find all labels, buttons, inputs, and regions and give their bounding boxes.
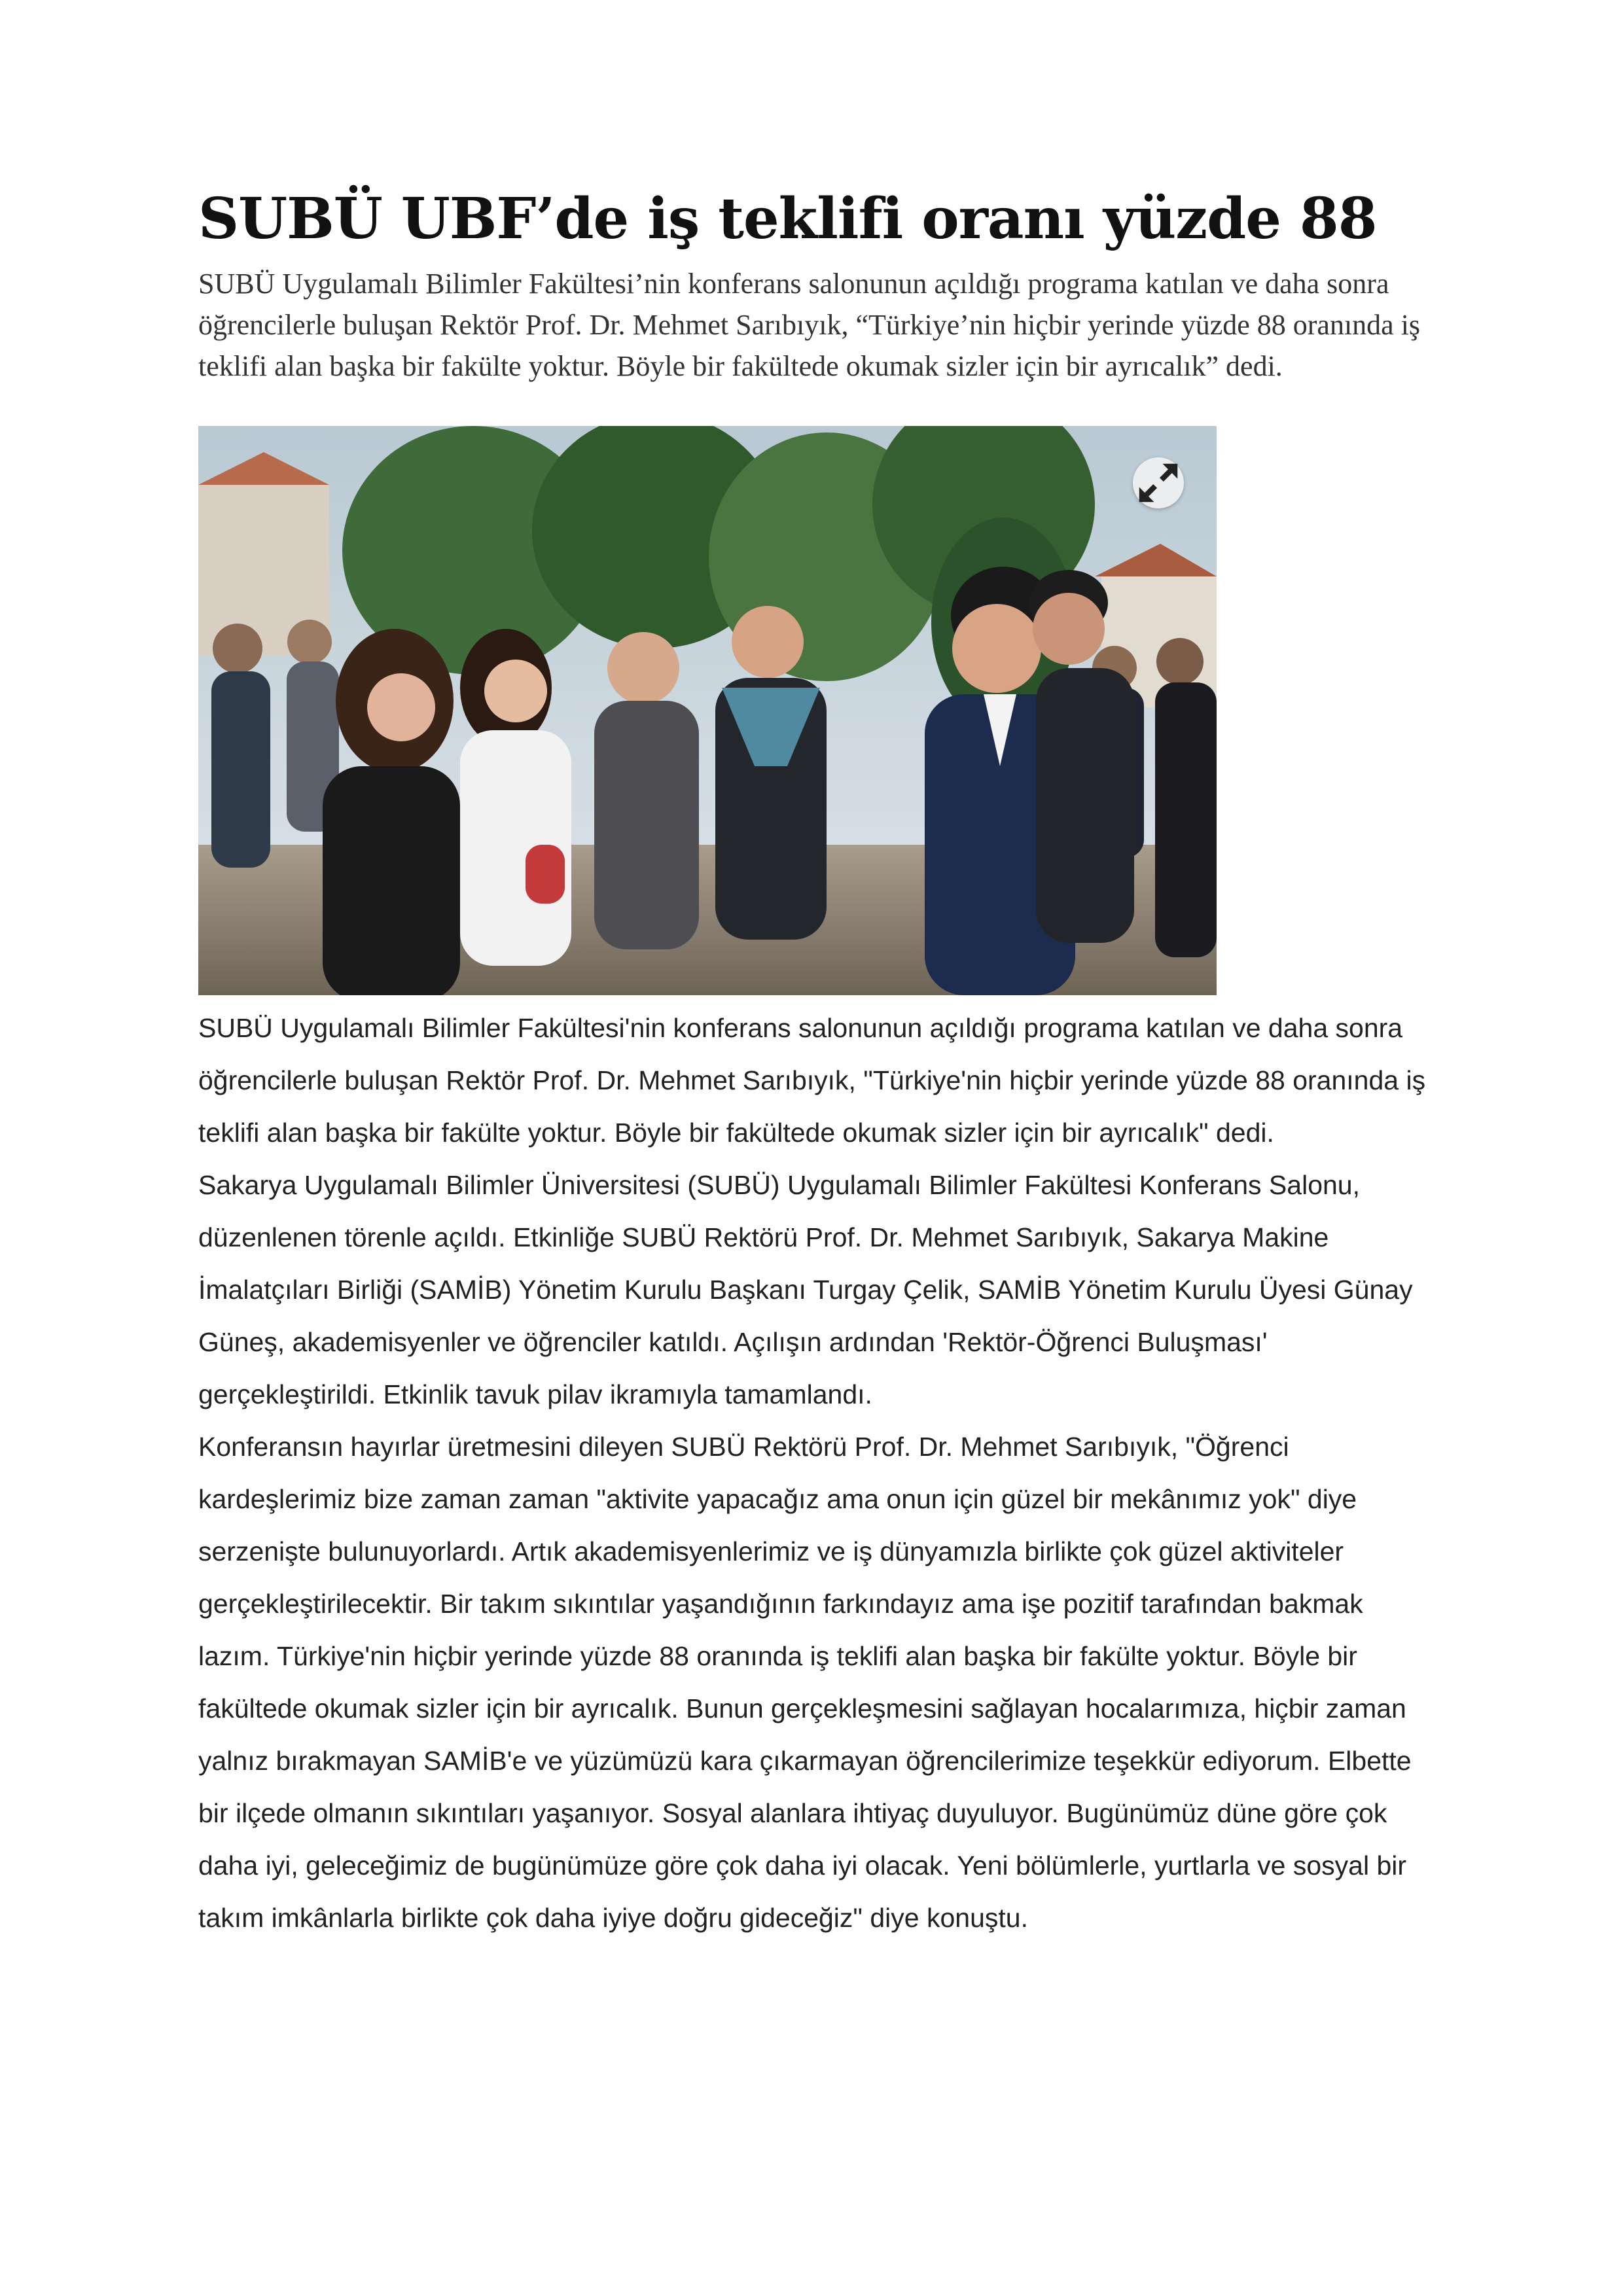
article-photo[interactable] <box>198 426 1217 995</box>
article-body <box>198 1002 1429 1944</box>
body-paragraph: SUBÜ Uygulamalı Bilimler Fakültesi'nin konferans salonunun açıldığı programa katılan ve daha sonra öğrencilerle buluşan Rektör Prof. Dr. Mehmet Sarıbıyık, "Türkiye'nin hiçbir yerinde yüzde 88 oranında iş teklifi alan başka bir fakülte yoktur. Böyle bir fakültede okumak sizler için bir ayrıcalık" dedi. <box>198 1013 1426 1148</box>
body-paragraph: Konferansın hayırlar üretmesini dileyen SUBÜ Rektörü Prof. Dr. Mehmet Sarıbıyık, "Öğrenci kardeşlerimiz bize zaman zaman "aktivite yapacağız ama onun için güzel bir mekânımız yok" diye serzenişte bulunuyorlardı. Artık akademisyenlerimiz ve iş dünyamızla birlikte çok güzel aktiviteler gerçekleştirilecektir. Bir takım sıkıntılar yaşandığının farkındayız ama işe pozitif tarafından bakmak lazım. Türkiye'nin hiçbir yerinde yüzde 88 oranında iş teklifi alan başka bir fakülte yoktur. Böyle bir fakültede okumak sizler için bir ayrıcalık. Bunun gerçekleşmesini sağlayan hocalarımıza, hiçbir zaman yalnız bırakmayan SAMİB'e ve yüzümüzü kara çıkarmayan öğrencilerimize teşekkür ediyorum. Elbette bir ilçede olmanın sıkıntıları yaşanıyor. Sosyal alanlara ihtiyaç duyuluyor. Bugünümüz düne göre çok daha iyi, geleceğimiz de bugünümüze göre çok daha iyi olacak. Yeni bölümlerle, yurtlarla ve sosyal bir takım imkânlarla birlikte çok daha iyiye doğru gideceğiz" diye konuştu. <box>198 1432 1412 1933</box>
article <box>198 183 1429 1944</box>
body-paragraph: Sakarya Uygulamalı Bilimler Üniversitesi (SUBÜ) Uygulamalı Bilimler Fakültesi Konferans Salonu, düzenlenen törenle açıldı. Etkinliğe SUBÜ Rektörü Prof. Dr. Mehmet Sarıbıyık, Sakarya Makine İmalatçıları Birliği (SAMİB) Yönetim Kurulu Başkanı Turgay Çelik, SAMİB Yönetim Kurulu Üyesi Günay Güneş, akademisyenler ve öğrenciler katıldı. Açılışın ardından 'Rektör-Öğrenci Buluşması' gerçekleştirildi. Etkinlik tavuk pilav ikramıyla tamamlandı. <box>198 1170 1413 1409</box>
expand-icon <box>1133 457 1184 508</box>
expand-photo-button[interactable] <box>1133 457 1184 508</box>
headline: SUBÜ UBF’de iş teklifi oranı yüzde 88 <box>198 186 1377 252</box>
lede: SUBÜ Uygulamalı Bilimler Fakültesi’nin konferans salonunun açıldığı programa katılan ve daha sonra öğrencilerle buluşan Rektör Prof. Dr. Mehmet Sarıbıyık, “Türkiye’nin hiçbir yerinde yüzde 88 oranında iş teklifi alan başka bir fakülte yoktur. Böyle bir fakültede okumak sizler için bir ayrıcalık” dedi. <box>198 268 1421 382</box>
photo-illustration <box>198 426 1217 995</box>
